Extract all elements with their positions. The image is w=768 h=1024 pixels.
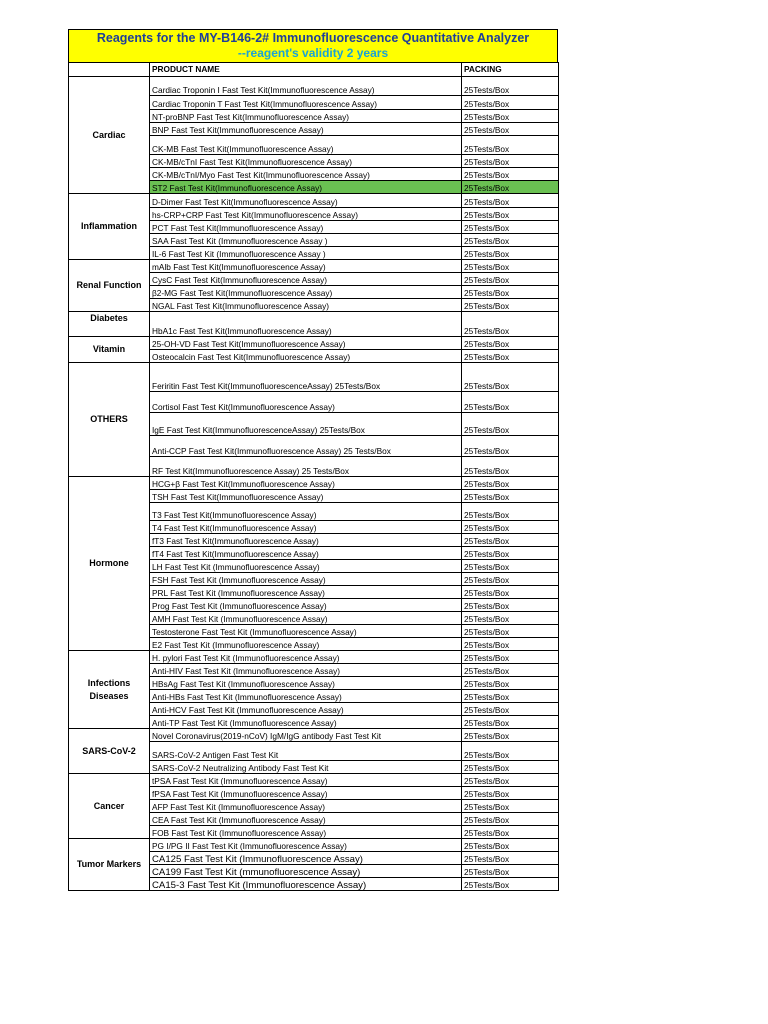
product-name-cell: Prog Fast Test Kit (Immunofluorescence Assay) xyxy=(150,599,462,612)
product-name-cell: CK-MB/cTnI Fast Test Kit(Immunofluorescence Assay) xyxy=(150,155,462,168)
product-name-cell: CEA Fast Test Kit (Immunofluorescence Assay) xyxy=(150,813,462,826)
product-name-cell: fT3 Fast Test Kit(Immunofluorescence Assay) xyxy=(150,534,462,547)
header-product-name: PRODUCT NAME xyxy=(150,63,462,77)
product-name-cell: E2 Fast Test Kit (Immunofluorescence Assay) xyxy=(150,638,462,651)
packing-cell: 25Tests/Box xyxy=(462,729,559,742)
product-name-cell: Novel Coronavirus(2019-nCoV) IgM/IgG antibody Fast Test Kit xyxy=(150,729,462,742)
header-packing: PACKING xyxy=(462,63,559,77)
packing-cell: 25Tests/Box xyxy=(462,286,559,299)
packing-cell: 25Tests/Box xyxy=(462,77,559,96)
table-row xyxy=(69,337,559,350)
product-name-cell: CK-MB Fast Test Kit(Immunofluorescence Assay) xyxy=(150,136,462,155)
product-name-cell: LH Fast Test Kit (Immunofluorescence Assay) xyxy=(150,560,462,573)
product-name-cell: PG I/PG II Fast Test Kit (Immunofluorescence Assay) xyxy=(150,839,462,852)
packing-cell: 25Tests/Box xyxy=(462,800,559,813)
product-name-cell: Cardiac Troponin T Fast Test Kit(Immunofluorescence Assay) xyxy=(150,96,462,110)
product-name-cell: SARS-CoV-2 Neutralizing Antibody Fast Test Kit xyxy=(150,761,462,774)
packing-cell: 25Tests/Box xyxy=(462,96,559,110)
reagent-table xyxy=(68,62,559,891)
category-cell: Hormone xyxy=(69,477,150,651)
product-name-cell: SAA Fast Test Kit (Immunofluorescence Assay ) xyxy=(150,234,462,247)
category-cell: Diabetes xyxy=(69,312,150,337)
product-name-cell: Feriritin Fast Test Kit(ImmunofluorescenceAssay) 25Tests/Box xyxy=(150,363,462,392)
product-name-cell: D-Dimer Fast Test Kit(Immunofluorescence Assay) xyxy=(150,194,462,208)
table-row xyxy=(69,194,559,208)
product-name-cell: CysC Fast Test Kit(Immunofluorescence Assay) xyxy=(150,273,462,286)
product-name-cell: CA15-3 Fast Test Kit (Immunofluorescence Assay) xyxy=(150,878,462,891)
packing-cell: 25Tests/Box xyxy=(462,852,559,865)
product-name-cell: H. pylori Fast Test Kit (Immunofluorescence Assay) xyxy=(150,651,462,664)
product-name-cell: TSH Fast Test Kit(Immunofluorescence Assay) xyxy=(150,490,462,503)
category-cell: Cardiac xyxy=(69,77,150,194)
category-cell: Vitamin xyxy=(69,337,150,363)
packing-cell: 25Tests/Box xyxy=(462,677,559,690)
packing-cell: 25Tests/Box xyxy=(462,664,559,677)
product-name-cell: PRL Fast Test Kit (Immunofluorescence Assay) xyxy=(150,586,462,599)
packing-cell: 25Tests/Box xyxy=(462,490,559,503)
category-cell: SARS-CoV-2 xyxy=(69,729,150,774)
product-name-cell: AFP Fast Test Kit (Immunofluorescence Assay) xyxy=(150,800,462,813)
product-name-cell: Testosterone Fast Test Kit (Immunofluorescence Assay) xyxy=(150,625,462,638)
product-name-cell: HCG+β Fast Test Kit(Immunofluorescence Assay) xyxy=(150,477,462,490)
product-name-cell: tPSA Fast Test Kit (Immunofluorescence Assay) xyxy=(150,774,462,787)
product-name-cell: mAlb Fast Test Kit(Immunofluorescence Assay) xyxy=(150,260,462,273)
product-name-cell: hs-CRP+CRP Fast Test Kit(Immunofluorescence Assay) xyxy=(150,208,462,221)
product-name-cell: RF Test Kit(Immunofluorescence Assay) 25 Tests/Box xyxy=(150,457,462,477)
product-name-cell: Anti-HCV Fast Test Kit (Immunofluorescence Assay) xyxy=(150,703,462,716)
packing-cell: 25Tests/Box xyxy=(462,436,559,457)
packing-cell: 25Tests/Box xyxy=(462,521,559,534)
packing-cell: 25Tests/Box xyxy=(462,247,559,260)
packing-cell: 25Tests/Box xyxy=(462,865,559,878)
product-name-cell: Cortisol Fast Test Kit(Immunofluorescence Assay) xyxy=(150,392,462,413)
packing-cell: 25Tests/Box xyxy=(462,221,559,234)
category-cell: Inflammation xyxy=(69,194,150,260)
packing-cell: 25Tests/Box xyxy=(462,457,559,477)
product-name-cell: Anti-HBs Fast Test Kit (Immunofluorescence Assay) xyxy=(150,690,462,703)
packing-cell: 25Tests/Box xyxy=(462,839,559,852)
product-name-cell: Anti-HIV Fast Test Kit (Immunofluorescence Assay) xyxy=(150,664,462,677)
packing-cell: 25Tests/Box xyxy=(462,413,559,436)
category-cell: Cancer xyxy=(69,774,150,839)
table-row xyxy=(69,651,559,664)
packing-cell: 25Tests/Box xyxy=(462,787,559,800)
packing-cell: 25Tests/Box xyxy=(462,477,559,490)
product-name-cell: HBsAg Fast Test Kit (Immunofluorescence Assay) xyxy=(150,677,462,690)
product-name-cell: FSH Fast Test Kit (Immunofluorescence Assay) xyxy=(150,573,462,586)
product-name-cell: Anti-CCP Fast Test Kit(Immunofluorescence Assay) 25 Tests/Box xyxy=(150,436,462,457)
packing-cell: 25Tests/Box xyxy=(462,312,559,337)
product-name-cell: CA125 Fast Test Kit (Immunofluorescence Assay) xyxy=(150,852,462,865)
product-name-cell: fT4 Fast Test Kit(Immunofluorescence Assay) xyxy=(150,547,462,560)
product-name-cell: CA199 Fast Test Kit (mmunofluorescence Assay) xyxy=(150,865,462,878)
packing-cell: 25Tests/Box xyxy=(462,110,559,123)
packing-cell: 25Tests/Box xyxy=(462,299,559,312)
packing-cell: 25Tests/Box xyxy=(462,337,559,350)
table-row xyxy=(69,729,559,742)
product-name-cell: NGAL Fast Test Kit(Immunofluorescence Assay) xyxy=(150,299,462,312)
table-row xyxy=(69,312,559,337)
packing-cell: 25Tests/Box xyxy=(462,638,559,651)
packing-cell: 25Tests/Box xyxy=(462,612,559,625)
table-row xyxy=(69,77,559,96)
sheet-title: Reagents for the MY-B146-2# Immunofluorescence Quantitative Analyzer xyxy=(96,31,530,45)
table-row xyxy=(69,260,559,273)
packing-cell: 25Tests/Box xyxy=(462,392,559,413)
product-name-cell: FOB Fast Test Kit (Immunofluorescence Assay) xyxy=(150,826,462,839)
packing-cell: 25Tests/Box xyxy=(462,273,559,286)
product-name-cell: IgE Fast Test Kit(ImmunofluorescenceAssay) 25Tests/Box xyxy=(150,413,462,436)
packing-cell: 25Tests/Box xyxy=(462,586,559,599)
product-name-cell: T3 Fast Test Kit(Immunofluorescence Assay) xyxy=(150,503,462,521)
header-row xyxy=(69,63,559,77)
packing-cell: 25Tests/Box xyxy=(462,651,559,664)
product-name-cell: β2-MG Fast Test Kit(Immunofluorescence Assay) xyxy=(150,286,462,299)
product-name-cell: PCT Fast Test Kit(Immunofluorescence Assay) xyxy=(150,221,462,234)
reagent-sheet xyxy=(68,29,558,891)
product-name-cell: T4 Fast Test Kit(Immunofluorescence Assay) xyxy=(150,521,462,534)
packing-cell: 25Tests/Box xyxy=(462,234,559,247)
packing-cell: 25Tests/Box xyxy=(462,573,559,586)
header-category-cell xyxy=(69,63,150,77)
packing-cell: 25Tests/Box xyxy=(462,168,559,181)
product-name-cell: Osteocalcin Fast Test Kit(Immunofluorescence Assay) xyxy=(150,350,462,363)
packing-cell: 25Tests/Box xyxy=(462,690,559,703)
sheet-title-banner xyxy=(68,29,558,62)
packing-cell: 25Tests/Box xyxy=(462,155,559,168)
packing-cell: 25Tests/Box xyxy=(462,363,559,392)
packing-cell: 25Tests/Box xyxy=(462,774,559,787)
product-name-cell: BNP Fast Test Kit(Immunofluorescence Assay) xyxy=(150,123,462,136)
reagent-table-body xyxy=(69,63,559,891)
packing-cell: 25Tests/Box xyxy=(462,547,559,560)
category-cell: Infections Diseases xyxy=(69,651,150,729)
packing-cell: 25Tests/Box xyxy=(462,350,559,363)
product-name-cell: ST2 Fast Test Kit(Immunofluorescence Assay) xyxy=(150,181,462,194)
packing-cell: 25Tests/Box xyxy=(462,878,559,891)
packing-cell: 25Tests/Box xyxy=(462,716,559,729)
packing-cell: 25Tests/Box xyxy=(462,534,559,547)
packing-cell: 25Tests/Box xyxy=(462,260,559,273)
packing-cell: 25Tests/Box xyxy=(462,761,559,774)
packing-cell: 25Tests/Box xyxy=(462,813,559,826)
packing-cell: 25Tests/Box xyxy=(462,599,559,612)
table-row xyxy=(69,363,559,392)
packing-cell: 25Tests/Box xyxy=(462,181,559,194)
packing-cell: 25Tests/Box xyxy=(462,703,559,716)
category-cell: OTHERS xyxy=(69,363,150,477)
table-row xyxy=(69,477,559,490)
product-name-cell: Cardiac Troponin I Fast Test Kit(Immunofluorescence Assay) xyxy=(150,77,462,96)
product-name-cell: NT-proBNP Fast Test Kit(Immunofluorescence Assay) xyxy=(150,110,462,123)
packing-cell: 25Tests/Box xyxy=(462,625,559,638)
product-name-cell: fPSA Fast Test Kit (Immunofluorescence Assay) xyxy=(150,787,462,800)
product-name-cell: 25-OH-VD Fast Test Kit(Immunofluorescence Assay) xyxy=(150,337,462,350)
packing-cell: 25Tests/Box xyxy=(462,742,559,761)
packing-cell: 25Tests/Box xyxy=(462,136,559,155)
product-name-cell: Anti-TP Fast Test Kit (Immunofluorescence Assay) xyxy=(150,716,462,729)
packing-cell: 25Tests/Box xyxy=(462,123,559,136)
packing-cell: 25Tests/Box xyxy=(462,194,559,208)
category-cell: Tumor Markers xyxy=(69,839,150,891)
table-row xyxy=(69,839,559,852)
sheet-subtitle: --reagent's validity 2 years xyxy=(237,46,389,60)
product-name-cell: AMH Fast Test Kit (Immunofluorescence Assay) xyxy=(150,612,462,625)
packing-cell: 25Tests/Box xyxy=(462,208,559,221)
product-name-cell: SARS-CoV-2 Antigen Fast Test Kit xyxy=(150,742,462,761)
product-name-cell: HbA1c Fast Test Kit(Immunofluorescence Assay) xyxy=(150,312,462,337)
packing-cell: 25Tests/Box xyxy=(462,560,559,573)
table-row xyxy=(69,774,559,787)
packing-cell: 25Tests/Box xyxy=(462,826,559,839)
product-name-cell: CK-MB/cTnI/Myo Fast Test Kit(Immunofluorescence Assay) xyxy=(150,168,462,181)
product-name-cell: IL-6 Fast Test Kit (Immunofluorescence Assay ) xyxy=(150,247,462,260)
category-cell: Renal Function xyxy=(69,260,150,312)
packing-cell: 25Tests/Box xyxy=(462,503,559,521)
